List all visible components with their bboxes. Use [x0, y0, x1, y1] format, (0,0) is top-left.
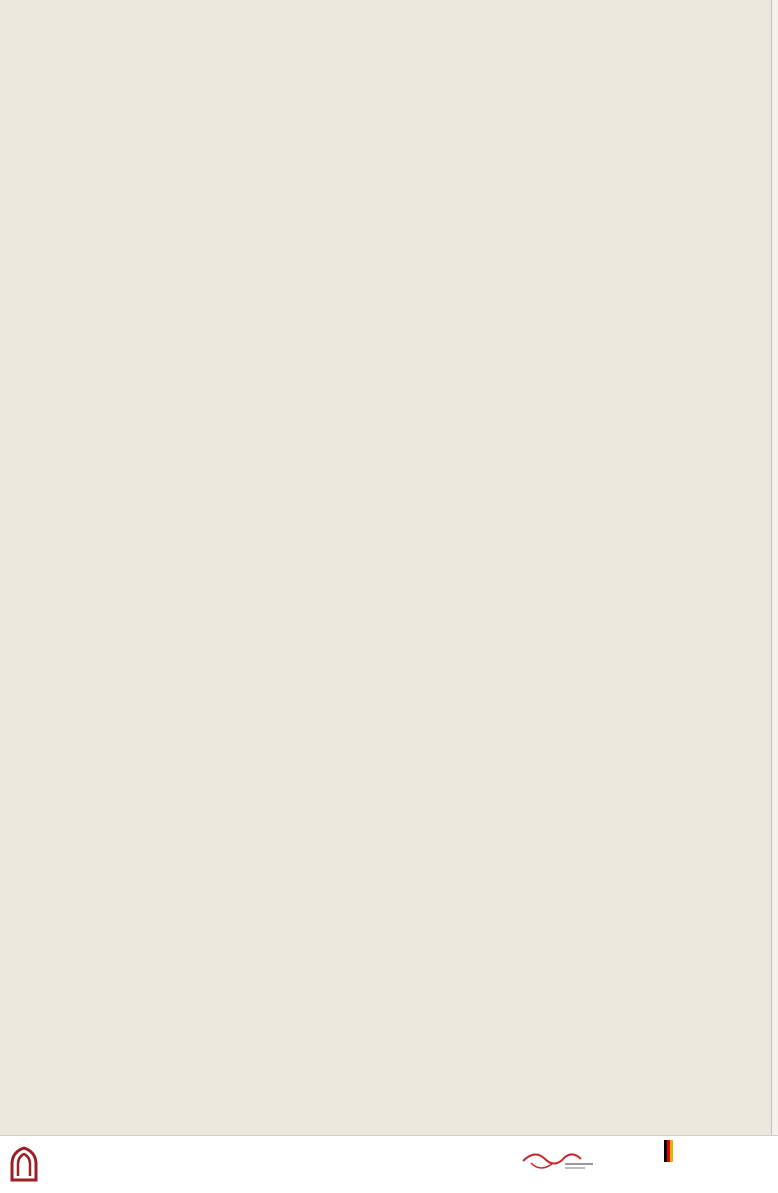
- federal-eagle-icon: [664, 1140, 678, 1162]
- page-edge: [771, 0, 778, 1135]
- partner-logo-icon: [521, 1147, 595, 1173]
- entries-list: [66, 74, 726, 78]
- university-library-logo-icon[interactable]: [8, 1144, 40, 1184]
- viewer-bottom-bar: [0, 1135, 778, 1193]
